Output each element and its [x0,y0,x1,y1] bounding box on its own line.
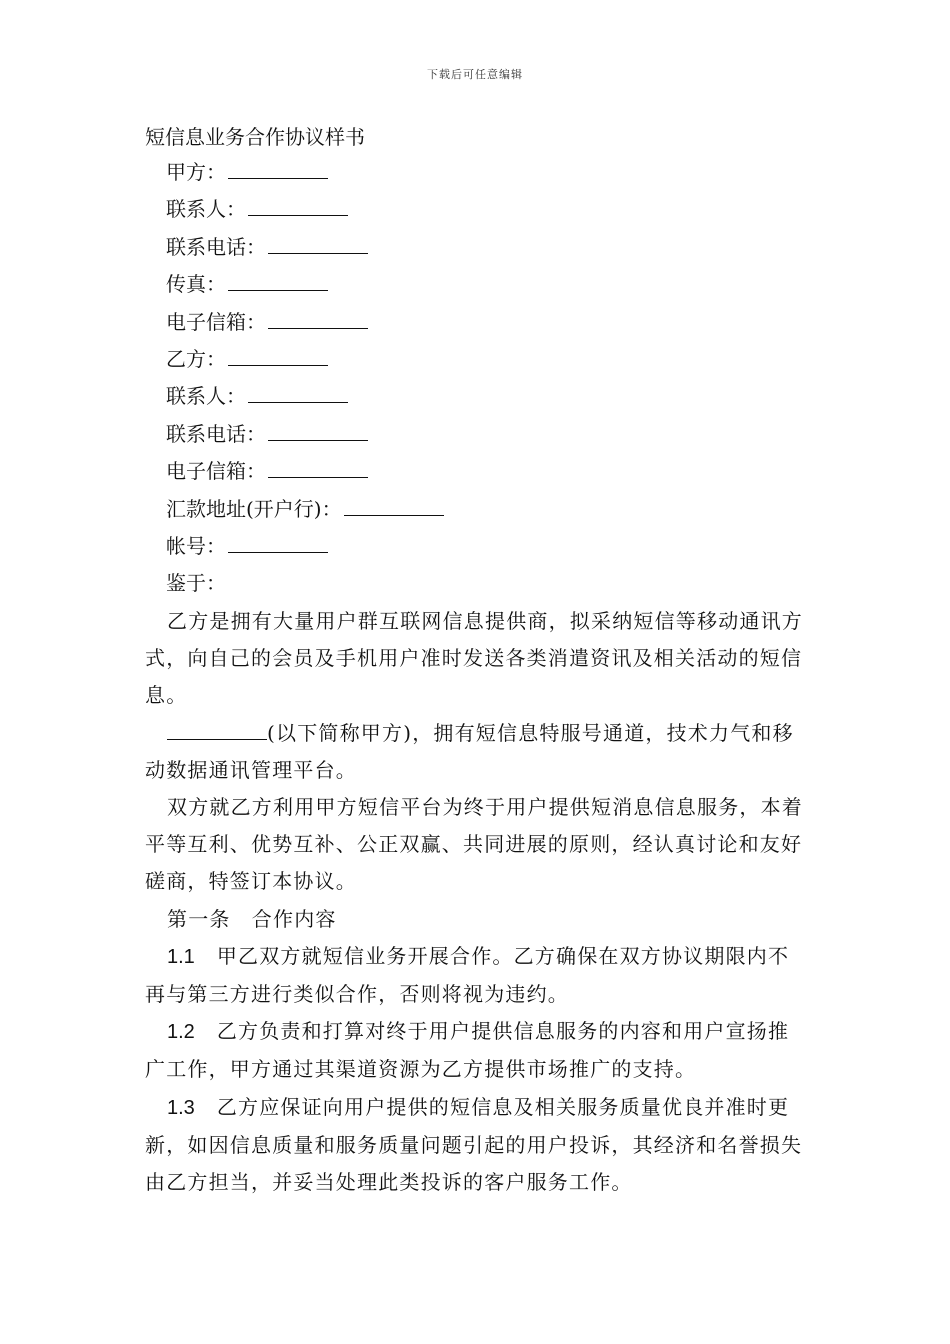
field-label: 传真： [166,272,226,297]
field-label: 乙方： [166,346,226,371]
clause-text: 甲乙双方就短信业务开展合作。乙方确保在双方协议期限内不再与第三方进行类似合作，否则将视为违约。 [145,943,790,1007]
clause-1-1 [145,938,810,1013]
field-party-b [166,345,444,382]
field-phone-b [166,420,444,457]
field-email-b [166,457,444,494]
paragraph-purpose: 双方就乙方利用甲方短信平台为终于用户提供短消息信息服务，本着平等互利、优势互补、公正双赢、共同进展的原则，经认真讨论和友好磋商，特签订本协议。 [145,795,803,894]
clause-number: 1.2 [167,1021,195,1044]
field-label: 电子信箱： [166,309,266,334]
blank-line [228,345,328,366]
preamble-label: 鉴于： [166,571,226,596]
paragraph-text: (以下简称甲方)，拥有短信息特服号通道，技术力气和移动数据通讯管理平台。 [145,720,794,782]
blank-line [268,233,368,254]
field-contact-a [166,195,444,232]
field-party-a [166,158,444,195]
paragraph-party-a-intro [145,715,810,789]
blank-line [228,270,328,291]
document-title: 短信息业务合作协议样书 [145,125,365,149]
field-label: 帐号： [166,533,226,558]
field-label: 联系人： [166,384,246,409]
blank-line [228,532,328,553]
paragraph-party-b-intro: 乙方是拥有大量用户群互联网信息提供商，拟采纳短信等移动通讯方式，向自己的会员及手机用户准时发送各类消遣资讯及相关活动的短信息。 [145,609,803,708]
blank-line [228,158,328,179]
blank-line [268,457,368,478]
field-label: 联系电话： [166,421,266,446]
field-label: 汇款地址(开户行)： [166,496,342,521]
clause-1-3 [145,1089,810,1202]
field-label: 电子信箱： [166,459,266,484]
field-email-a [166,308,444,345]
field-label: 联系人： [166,197,246,222]
clause-text: 乙方负责和打算对终于用户提供信息服务的内容和用户宣扬推广工作，甲方通过其渠道资源为乙方提供市场推广的支持。 [145,1019,790,1082]
field-contact-b [166,382,444,419]
clause-1-2 [145,1013,810,1088]
clause-number: 1.3 [167,1096,195,1119]
clause-number: 1.1 [167,945,195,968]
party-fields [166,158,444,607]
field-fax-a [166,270,444,307]
clause-text: 乙方应保证向用户提供的短信息及相关服务质量优良并准时更新，如因信息质量和服务质量问题引起的用户投诉，其经济和名誉损失由乙方担当，并妥当处理此类投诉的客户服务工作。 [145,1094,803,1195]
blank-line [248,382,348,403]
body-text [145,603,810,1201]
header-note: 下载后可任意编辑 [427,68,523,81]
blank-line [167,719,267,740]
blank-line [268,420,368,441]
blank-line [268,308,368,329]
blank-line [248,195,348,216]
field-label: 甲方： [166,160,226,184]
blank-line [344,495,444,516]
article-heading: 第一条 合作内容 [167,906,337,931]
field-label: 联系电话： [166,234,266,259]
field-phone-a [166,233,444,270]
field-remit-address [166,495,444,532]
field-account [166,532,444,569]
